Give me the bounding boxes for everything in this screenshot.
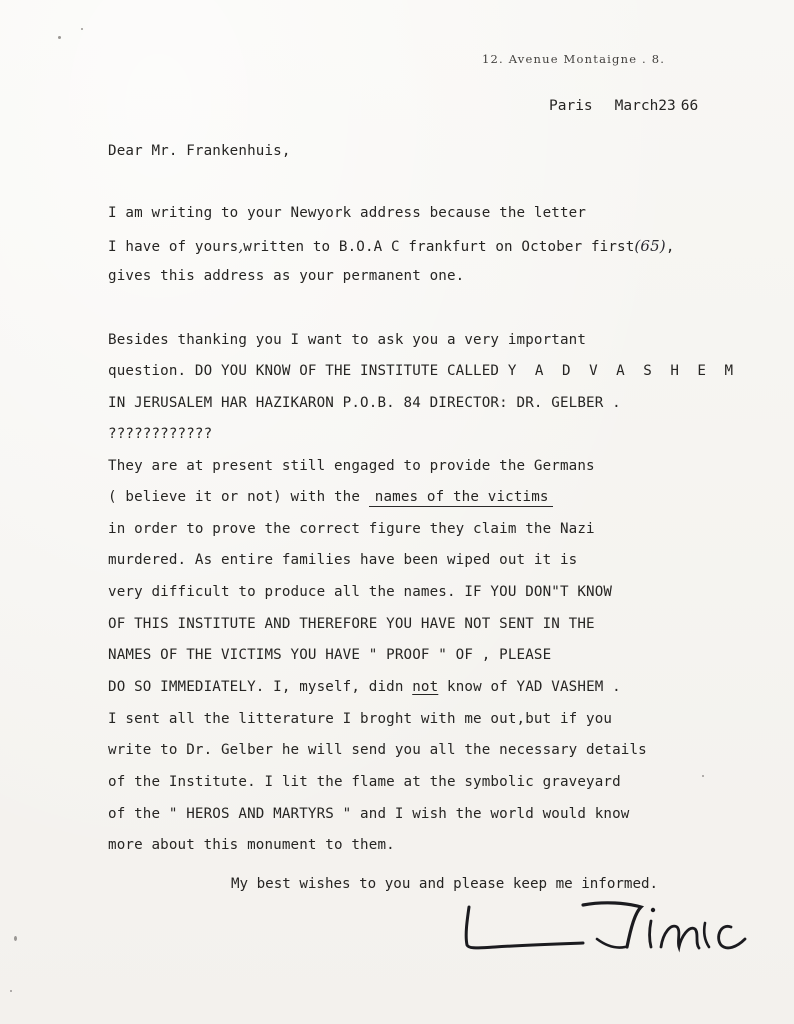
- date-year: 66: [680, 98, 699, 114]
- paragraph2-line2-a: question. DO YOU KNOW OF THE INSTITUTE CALLED: [108, 363, 500, 379]
- underlined-names-of-victims: names of the victims: [369, 489, 553, 507]
- paper-speck: [702, 775, 704, 777]
- paragraph2-line10: OF THIS INSTITUTE AND THEREFORE YOU HAVE NOT SENT IN THE: [108, 616, 595, 632]
- paragraph2-line4: ????????????: [108, 426, 213, 442]
- paragraph2-line12: [108, 679, 621, 695]
- paragraph1-line3: gives this address as your permanent one.: [108, 268, 465, 284]
- paragraph1-line1: I am writing to your Newyork address because the letter: [108, 205, 587, 221]
- paragraph2-line9: very difficult to produce all the names. IF YOU DON"T KNOW: [108, 584, 613, 600]
- salutation: Dear Mr. Frankenhuis,: [108, 143, 291, 159]
- handwritten-comma: ,: [238, 237, 244, 255]
- date-city: Paris: [549, 98, 593, 114]
- paragraph2-line6-a: ( believe it or not) with the: [108, 489, 361, 505]
- date-month-day: March23: [614, 98, 676, 114]
- paper-speck: [14, 936, 17, 941]
- paragraph1-line2: [108, 237, 675, 255]
- underlined-not: not: [412, 679, 439, 695]
- paragraph2-line12-b: know of YAD VASHEM .: [447, 679, 621, 695]
- closing-line: My best wishes to you and please keep me informed.: [231, 876, 659, 892]
- paragraph2-line15: of the Institute. I lit the flame at the symbolic graveyard: [108, 774, 621, 790]
- paragraph2-line17: more about this monument to them.: [108, 837, 395, 853]
- paragraph2-line1: Besides thanking you I want to ask you a very important: [108, 332, 587, 348]
- paragraph2-line13: I sent all the litterature I broght with me out,but if you: [108, 711, 613, 727]
- paragraph2-line5: They are at present still engaged to provide the Germans: [108, 458, 595, 474]
- paragraph1-line2-end: ,: [665, 239, 675, 255]
- paragraph1-line2-b: written to B.O.A C frankfurt on October first: [243, 239, 635, 255]
- paragraph2-line2: [108, 363, 738, 379]
- paper-speck: [58, 36, 61, 39]
- yad-vashem-spaced: Y A D V A S H E M: [507, 363, 739, 379]
- paper-speck: [81, 28, 83, 30]
- paragraph2-line6: [108, 489, 553, 507]
- letterhead-address: 12. Avenue Montaigne . 8.: [482, 52, 666, 66]
- paragraph2-line11: NAMES OF THE VICTIMS YOU HAVE " PROOF " OF , PLEASE: [108, 647, 552, 663]
- signature-icon: [455, 893, 755, 973]
- handwritten-year-note: (65): [634, 237, 666, 255]
- date-line: [549, 98, 698, 114]
- paragraph2-line14: write to Dr. Gelber he will send you all the necessary details: [108, 742, 647, 758]
- paper-speck: [10, 990, 12, 992]
- paragraph1-line2-a: I have of yours: [108, 239, 239, 255]
- paragraph2-line7: in order to prove the correct figure they claim the Nazi: [108, 521, 595, 537]
- paragraph2-line16: of the " HEROS AND MARTYRS " and I wish the world would know: [108, 806, 630, 822]
- paragraph2-line3: IN JERUSALEM HAR HAZIKARON P.O.B. 84 DIRECTOR: DR. GELBER .: [108, 395, 621, 411]
- paragraph2-line12-a: DO SO IMMEDIATELY. I, myself, didn: [108, 679, 404, 695]
- paragraph2-line8: murdered. As entire families have been wiped out it is: [108, 552, 578, 568]
